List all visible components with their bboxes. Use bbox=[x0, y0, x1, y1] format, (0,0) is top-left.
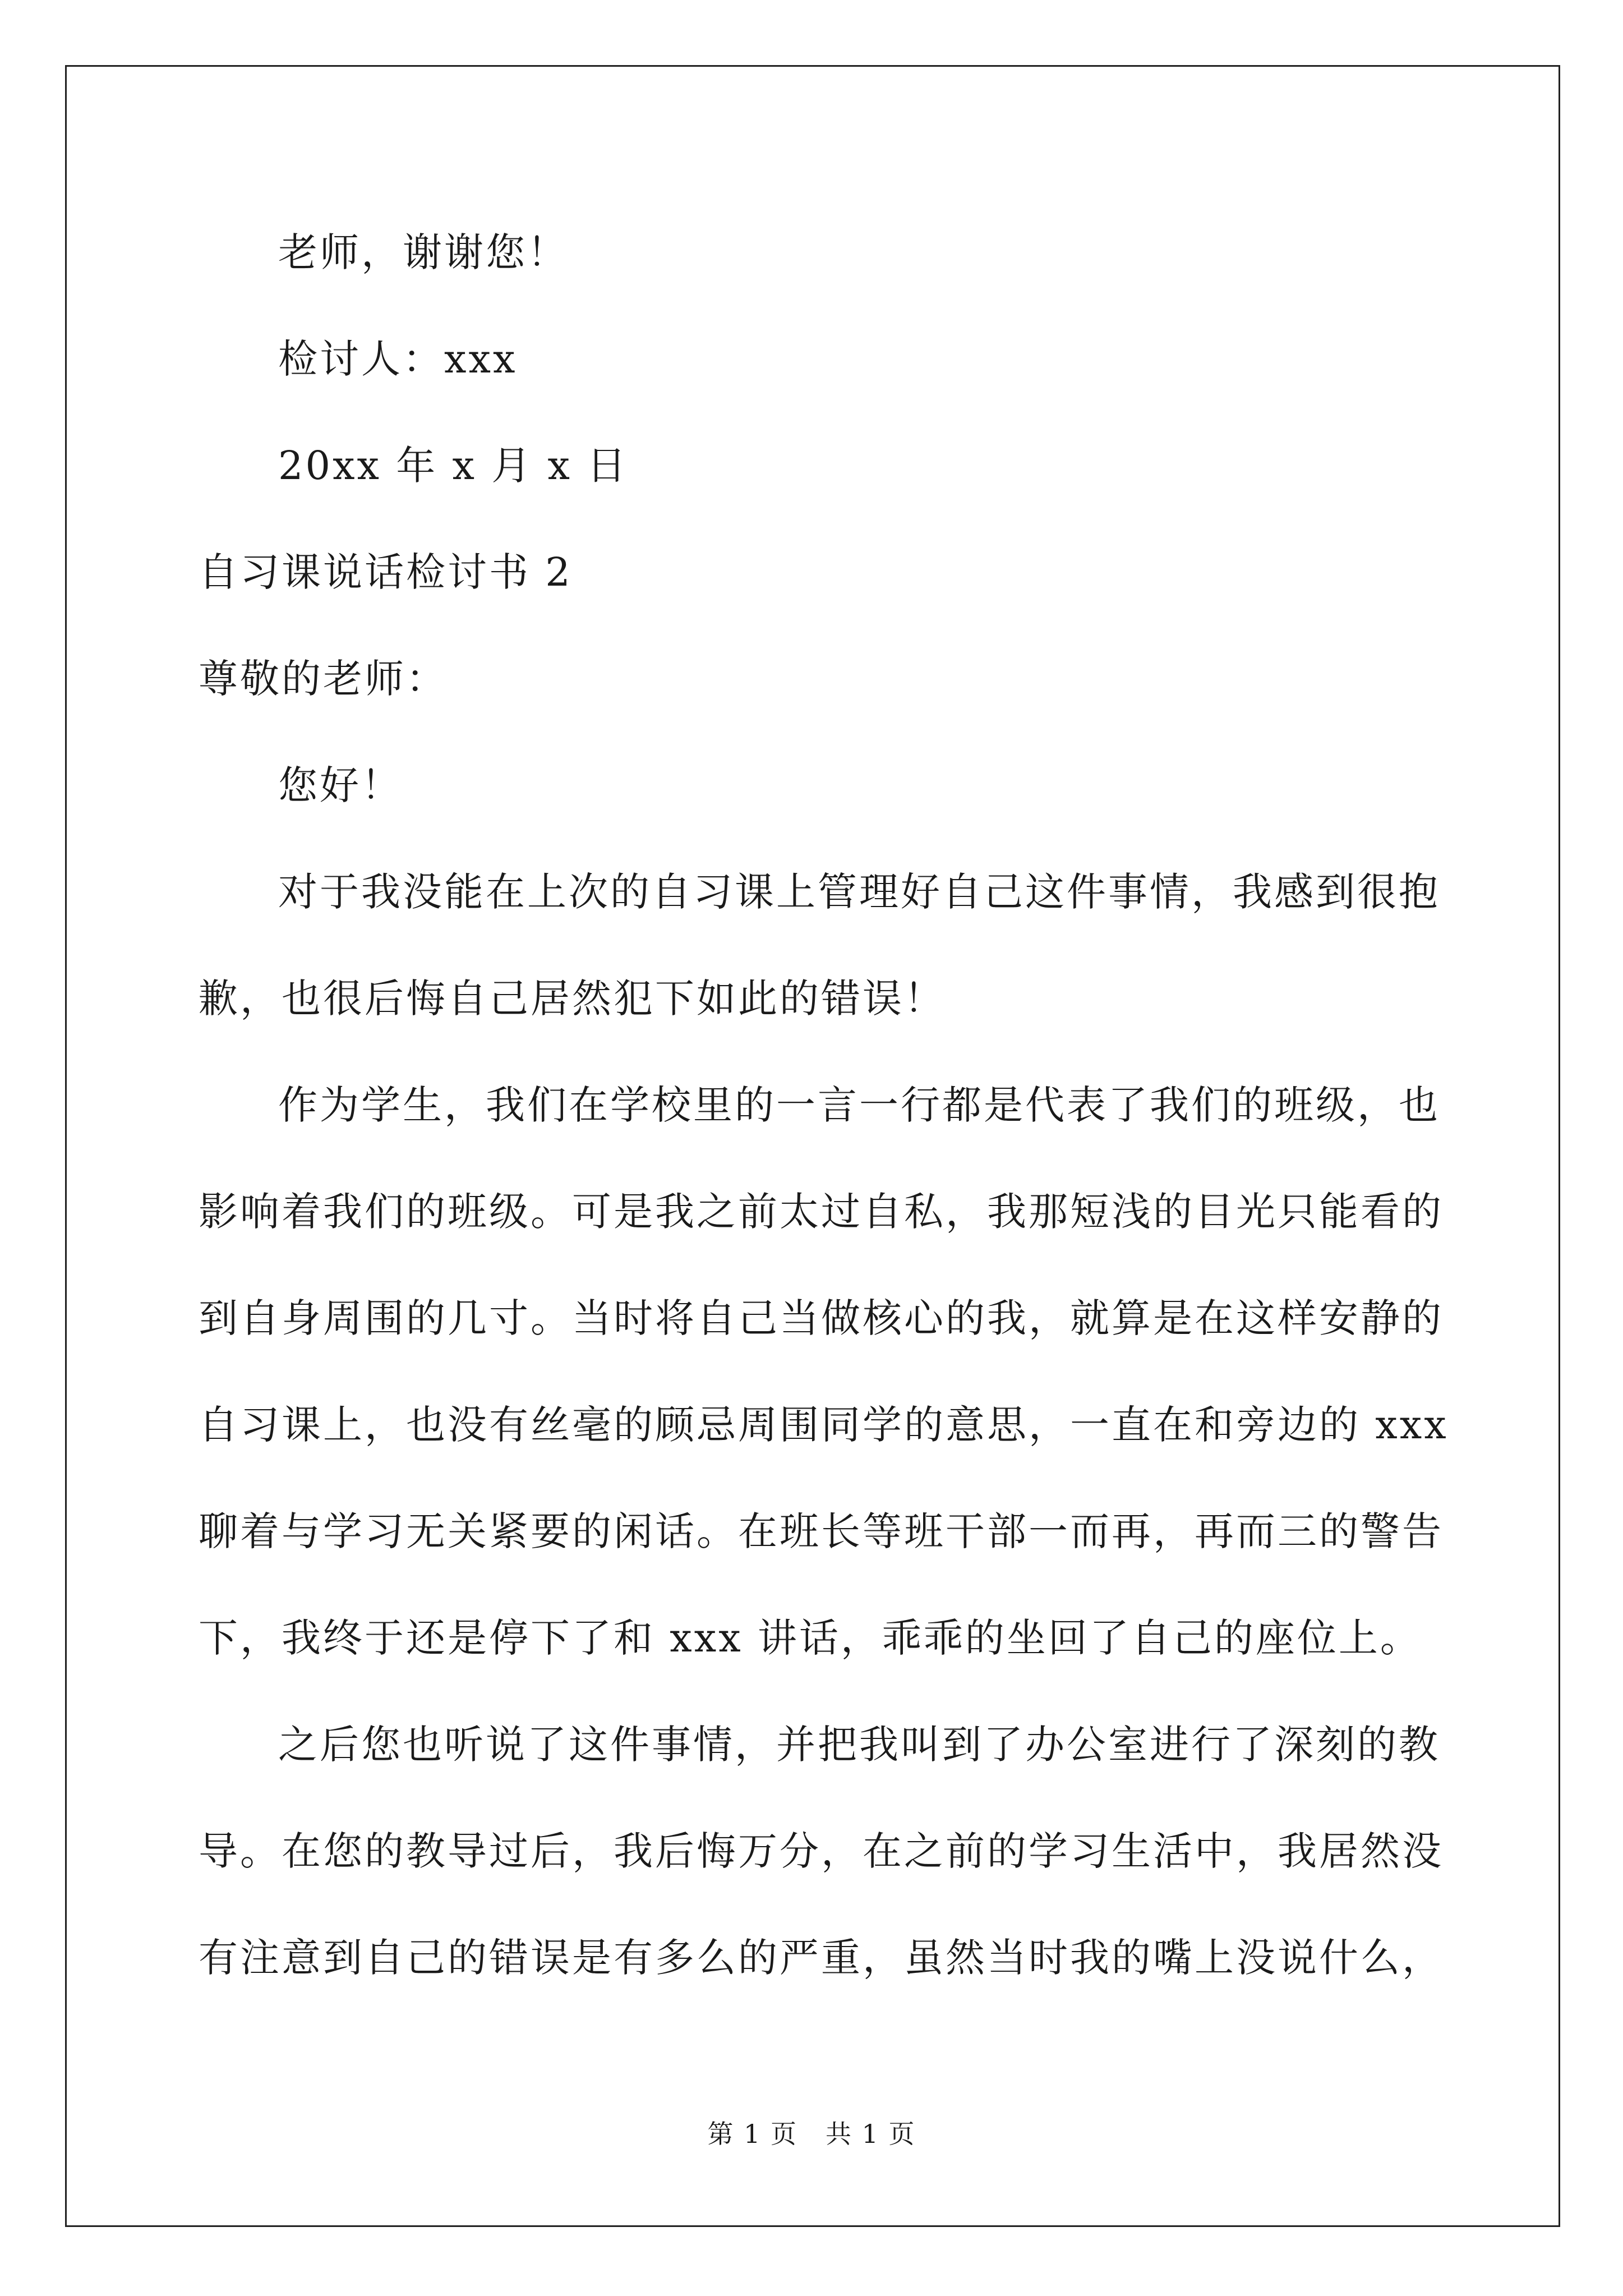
closing-thanks: 老师，谢谢您！ bbox=[278, 229, 569, 275]
paragraph-3-line-2: 导。在您的教导过后，我后悔万分，在之前的学习生活中，我居然没 bbox=[199, 1828, 1444, 1874]
paragraph-2-line-4: 自习课上，也没有丝毫的顾忌周围同学的意思，一直在和旁边的 xxx bbox=[199, 1402, 1449, 1448]
page-border bbox=[65, 65, 1560, 2227]
paragraph-1-line-2: 歉，也很后悔自己居然犯下如此的错误！ bbox=[199, 976, 946, 1022]
paragraph-2-line-3: 到自身周围的几寸。当时将自己当做核心的我，就算是在这样安静的 bbox=[199, 1295, 1444, 1341]
page-footer bbox=[0, 2117, 1623, 2151]
page-total: 共 1 页 bbox=[826, 2119, 916, 2149]
paragraph-1-line-1: 对于我没能在上次的自习课上管理好自己这件事情，我感到很抱 bbox=[278, 869, 1440, 915]
paragraph-2-line-6: 下，我终于还是停下了和 xxx 讲话，乖乖的坐回了自己的座位上。 bbox=[199, 1615, 1422, 1661]
signature-line: 检讨人：xxx bbox=[278, 336, 518, 382]
salutation: 尊敬的老师： bbox=[199, 656, 448, 702]
paragraph-3-line-1: 之后您也听说了这件事情，并把我叫到了办公室进行了深刻的教 bbox=[278, 1722, 1440, 1768]
paragraph-2-line-1: 作为学生，我们在学校里的一言一行都是代表了我们的班级，也 bbox=[278, 1082, 1440, 1128]
section-title: 自习课说话检讨书 2 bbox=[199, 549, 573, 595]
page-number: 第 1 页 bbox=[707, 2119, 797, 2149]
paragraph-3-line-3: 有注意到自己的错误是有多么的严重，虽然当时我的嘴上没说什么， bbox=[199, 1935, 1444, 1981]
date-line: 20xx 年 x 月 x 日 bbox=[278, 443, 629, 489]
paragraph-2-line-2: 影响着我们的班级。可是我之前太过自私，我那短浅的目光只能看的 bbox=[199, 1189, 1444, 1235]
paragraph-2-line-5: 聊着与学习无关紧要的闲话。在班长等班干部一而再，再而三的警告 bbox=[199, 1508, 1444, 1554]
greeting: 您好！ bbox=[278, 762, 403, 808]
